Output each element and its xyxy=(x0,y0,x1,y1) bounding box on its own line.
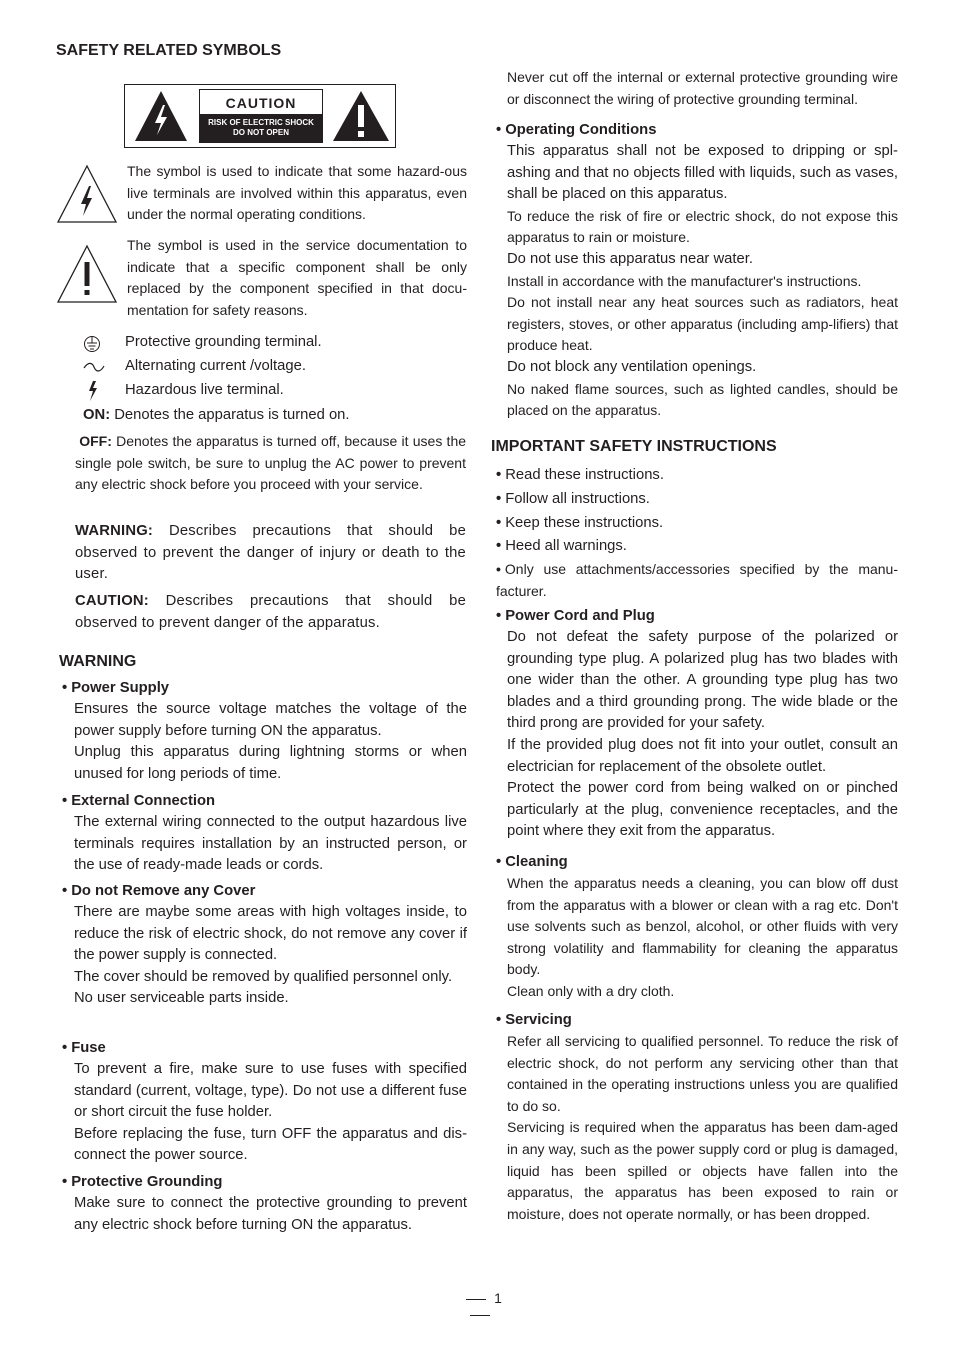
cleaning-title: • Cleaning xyxy=(496,852,898,873)
fuse-p2: Before replacing the fuse, turn OFF the apparatus and dis-connect the power source. xyxy=(74,1125,467,1164)
exclamation-description: The symbol is used in the service documentation to indicate that a specific component shall be only replaced by the component specified in that docu-mentation for safety reasons. xyxy=(127,237,467,318)
lightning-triangle-icon xyxy=(56,164,118,224)
warning-lightning-icon xyxy=(133,89,189,143)
cleaning-p2: Clean only with a dry cloth. xyxy=(507,982,675,999)
warning-power-supply xyxy=(62,678,467,785)
important-heading: IMPORTANT SAFETY INSTRUCTIONS xyxy=(491,438,777,455)
power-supply-p1: Ensures the source voltage matches the voltage of the power supply before turning ON the apparatus. xyxy=(74,701,467,739)
grounding-p1: Make sure to connect the protective grounding to prevent any electric shock before turning ON the apparatus. xyxy=(74,1195,467,1233)
operating-p5: Do not install near any heat sources such as radiators, heat registers, stoves, or other apparatus (including amp-lifiers) that produce heat. xyxy=(507,294,898,354)
important-item: • Read these instructions. xyxy=(496,463,898,487)
exclamation-triangle-icon xyxy=(56,244,118,304)
symbol-row-grounding xyxy=(72,332,322,354)
warning-exclamation-icon xyxy=(331,89,391,143)
on-label: ON: xyxy=(83,407,111,423)
warning-cover xyxy=(62,881,467,1010)
warning-def-text: Describes precautions that should be observed to prevent the danger of injury or death to the user. xyxy=(75,523,466,583)
caution-label xyxy=(124,84,396,148)
ac-text: Alternating current /voltage. xyxy=(125,358,306,374)
page-number-text: 1 xyxy=(494,1290,502,1306)
cover-p3: No user serviceable parts inside. xyxy=(74,990,289,1007)
important-item: • Keep these instructions. xyxy=(496,511,898,535)
grounding-icon xyxy=(72,333,112,353)
caution-def-label: CAUTION: xyxy=(75,593,149,609)
servicing-p2: Servicing is required when the apparatus has been dam-aged in any way, such as the power supply cord or plug is damaged, liquid has been spilled or objects have fallen into the apparatus, the apparatus has been exposed to rain or moisture, does not operate normally, or has been dropped. xyxy=(507,1119,898,1222)
external-p1: The external wiring connected to the output hazardous live terminals requires installation by an instructed person, or the use of ready-made leads or cords. xyxy=(74,814,467,874)
important-item: • Heed all warnings. xyxy=(496,535,898,558)
operating-p6: Do not block any ventilation openings. xyxy=(507,358,757,375)
off-label: OFF: xyxy=(79,433,112,449)
lightning-bolt-icon xyxy=(72,380,112,402)
important-list xyxy=(496,463,898,602)
warning-protective-grounding xyxy=(62,1172,467,1236)
ac-wave-icon xyxy=(72,357,112,377)
cover-p1: There are maybe some areas with high voltages inside, to reduce the risk of electric shock, do not remove any cover if the power supply is connected. xyxy=(74,904,467,964)
warning-definition xyxy=(75,521,466,586)
operating-p2: To reduce the risk of fire or electric shock, do not expose this apparatus to rain or moisture. xyxy=(507,207,898,246)
servicing-title: • Servicing xyxy=(496,1010,898,1031)
caution-subtext xyxy=(199,115,323,143)
servicing-p1: Refer all servicing to qualified personnel. To reduce the risk of electric shock, do not perform any servicing other than that contained in the operating instructions unless you are qualified to do so. xyxy=(507,1033,898,1114)
important-item: • Only use attachments/accessories specified by the manu-facturer. xyxy=(496,558,898,602)
cover-title: • Do not Remove any Cover xyxy=(62,881,467,902)
cleaning-p1: When the apparatus needs a cleaning, you can blow off dust from the apparatus with a blower or clean with a rag etc. Don't use solvents such as benzol, alcohol, or other fluids with very strong volatility and flammability for cleaning the apparatus body. xyxy=(507,875,898,978)
symbol-row-hazardous xyxy=(72,380,284,402)
symbol-row-ac xyxy=(72,356,306,378)
grounding-text: Protective grounding terminal. xyxy=(125,334,322,350)
caution-definition xyxy=(75,591,466,634)
off-definition xyxy=(75,431,466,496)
cord-p3: Protect the power cord from being walked on or pinched particularly at the plug, convenience receptacles, and the point where they exit from the apparatus. xyxy=(507,780,898,840)
cleaning xyxy=(496,852,898,1003)
servicing xyxy=(496,1010,898,1225)
grounding-intro: Never cut off the internal or external protective grounding wire or disconnect the wiring of protective grounding terminal. xyxy=(507,69,898,107)
power-supply-title: • Power Supply xyxy=(62,678,467,699)
operating-p3: Do not use this apparatus near water. xyxy=(507,250,753,267)
cover-p2: The cover should be removed by qualified personnel only. xyxy=(74,968,453,985)
warning-fuse xyxy=(62,1038,467,1167)
operating-title: • Operating Conditions xyxy=(496,120,898,141)
operating-p4: Install in accordance with the manufacturer's instructions. xyxy=(507,272,862,289)
on-text: Denotes the apparatus is turned on. xyxy=(114,407,350,423)
operating-p7: No naked flame sources, such as lighted candles, should be placed on the apparatus. xyxy=(507,380,898,419)
symbols-heading: SAFETY RELATED SYMBOLS xyxy=(56,42,282,59)
cord-title: • Power Cord and Plug xyxy=(496,606,898,627)
cord-p2: If the provided plug does not fit into your outlet, consult an electrician for replacement of the obsolete outlet. xyxy=(507,736,898,775)
warning-heading: WARNING xyxy=(59,653,137,670)
warning-def-label: WARNING: xyxy=(75,523,154,539)
off-text: Denotes the apparatus is turned off, because it uses the single pole switch, be sure to unplug the AC power to prevent any electric shock before you proceed with your service. xyxy=(75,433,467,493)
power-supply-p2: Unplug this apparatus during lightning storms or when unused for long periods of time. xyxy=(74,744,467,782)
grounding-title: • Protective Grounding xyxy=(62,1172,467,1193)
warning-external-connection xyxy=(62,791,467,877)
caution-text-block xyxy=(199,89,323,143)
caution-def-text: Describes precautions that should be observed to prevent danger of the apparatus. xyxy=(75,593,467,631)
lightning-description: The symbol is used to indicate that some hazard-ous live terminals are involved within this apparatus, even under the normal operating conditions. xyxy=(127,163,467,223)
fuse-title: • Fuse xyxy=(62,1038,467,1059)
cord-p1: Do not defeat the safety purpose of the polarized or grounding type plug. A polarized plug has two blades with one wider than the other. A grounding type plug has two blades and a third grounding prong. The wide blade or the third prong are provided for your safety. xyxy=(507,629,898,732)
operating-conditions xyxy=(496,120,898,422)
caution-line-1: RISK OF ELECTRIC SHOCK xyxy=(208,118,314,127)
caution-word: CAUTION xyxy=(199,89,323,115)
important-item: • Follow all instructions. xyxy=(496,487,898,511)
on-definition xyxy=(83,405,473,427)
caution-line-2: DO NOT OPEN xyxy=(232,128,289,137)
hazardous-text: Hazardous live terminal. xyxy=(125,382,284,399)
page-number xyxy=(446,1290,514,1322)
operating-p1: This apparatus shall not be exposed to dripping or spl-ashing and that no objects filled with liquids, such as vases, shall be placed on this apparatus. xyxy=(507,143,898,203)
external-title: • External Connection xyxy=(62,791,467,812)
fuse-p1: To prevent a fire, make sure to use fuses with specified standard (current, voltage, type). Do not use a different fuse or short circuit the fuse holder. xyxy=(74,1061,467,1121)
power-cord-plug xyxy=(496,606,898,843)
